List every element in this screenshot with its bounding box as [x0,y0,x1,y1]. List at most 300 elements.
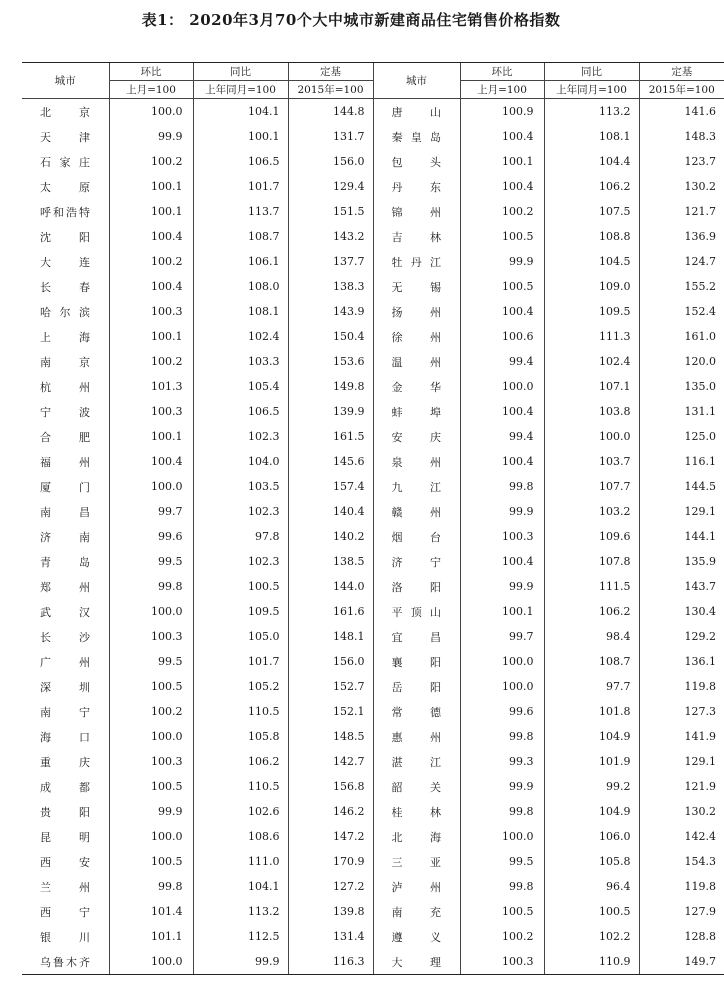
yoy-value-right: 103.2 [544,499,639,524]
base-value-right: 127.9 [639,899,724,924]
mom-value-left: 99.6 [109,524,193,549]
mom-value-left: 100.4 [109,449,193,474]
city-name-left: 天 津 [40,130,91,144]
city-name-right: 丹 东 [373,174,460,199]
base-value-right: 123.7 [639,149,724,174]
base-value-right: 152.4 [639,299,724,324]
table-row [22,824,724,849]
mom-value-right: 100.4 [460,549,544,574]
yoy-value-left: 113.7 [193,199,288,224]
header-city-left: 城市 [22,63,109,99]
subheader-mom-left: 上月=100 [109,81,193,99]
base-value-left: 157.4 [288,474,373,499]
table-row [22,774,724,799]
city-name-left: 南 宁 [40,705,91,719]
yoy-value-right: 105.8 [544,849,639,874]
base-value-left: 131.4 [288,924,373,949]
yoy-value-left: 109.5 [193,599,288,624]
yoy-value-left: 103.3 [193,349,288,374]
table-row [22,849,724,874]
base-value-right: 144.1 [639,524,724,549]
table-row [22,374,724,399]
city-name-left: 上 海 [40,330,91,344]
city-name-left: 太 原 [40,180,91,194]
base-value-right: 136.1 [639,649,724,674]
table-row [22,274,724,299]
subheader-yoy-right: 上年同月=100 [544,81,639,99]
mom-value-left: 100.5 [109,774,193,799]
base-value-left: 161.6 [288,599,373,624]
mom-value-right: 100.2 [460,199,544,224]
mom-value-right: 99.9 [460,499,544,524]
city-name-left: 济 南 [40,530,91,544]
city-name-right: 温 州 [373,349,460,374]
base-value-right: 135.9 [639,549,724,574]
city-name-left: 福 州 [40,455,91,469]
yoy-value-left: 99.9 [193,949,288,975]
yoy-value-left: 108.7 [193,224,288,249]
table-row [22,124,724,149]
table-row [22,349,724,374]
yoy-value-right: 96.4 [544,874,639,899]
mom-value-right: 99.3 [460,749,544,774]
city-name-right: 金 华 [373,374,460,399]
table-row [22,524,724,549]
mom-value-right: 99.9 [460,574,544,599]
base-value-left: 140.4 [288,499,373,524]
table-row [22,624,724,649]
mom-value-right: 99.7 [460,624,544,649]
mom-value-right: 100.1 [460,149,544,174]
yoy-value-left: 105.8 [193,724,288,749]
table-row [22,749,724,774]
city-name-right: 桂 林 [373,799,460,824]
yoy-value-left: 104.1 [193,99,288,125]
header-yoy-right: 同比 [544,63,639,81]
city-name-left: 合 肥 [40,430,91,444]
city-name-right: 大 理 [373,949,460,975]
mom-value-right: 100.2 [460,924,544,949]
mom-value-right: 100.1 [460,599,544,624]
city-name-right: 烟 台 [373,524,460,549]
subheader-base-left: 2015年=100 [288,81,373,99]
city-name-right: 蚌 埠 [373,399,460,424]
base-value-left: 139.9 [288,399,373,424]
base-value-left: 144.8 [288,99,373,125]
city-name-left: 广 州 [40,655,91,669]
yoy-value-left: 102.3 [193,549,288,574]
city-name-left: 深 圳 [40,680,91,694]
base-value-left: 156.0 [288,649,373,674]
base-value-left: 151.5 [288,199,373,224]
mom-value-right: 100.5 [460,899,544,924]
base-value-left: 140.2 [288,524,373,549]
city-name-right: 岳 阳 [373,674,460,699]
mom-value-left: 99.8 [109,874,193,899]
base-value-left: 152.1 [288,699,373,724]
base-value-right: 148.3 [639,124,724,149]
yoy-value-left: 97.8 [193,524,288,549]
base-value-right: 149.7 [639,949,724,975]
city-name-right: 包 头 [373,149,460,174]
base-value-left: 152.7 [288,674,373,699]
header-city-right: 城市 [373,63,460,99]
base-value-left: 161.5 [288,424,373,449]
yoy-value-left: 100.5 [193,574,288,599]
subheader-base-right: 2015年=100 [639,81,724,99]
yoy-value-right: 101.9 [544,749,639,774]
table-row [22,399,724,424]
mom-value-left: 101.3 [109,374,193,399]
mom-value-right: 100.4 [460,399,544,424]
yoy-value-right: 103.7 [544,449,639,474]
table-row [22,324,724,349]
base-value-left: 143.9 [288,299,373,324]
yoy-value-right: 109.5 [544,299,639,324]
yoy-value-right: 104.5 [544,249,639,274]
mom-value-left: 100.3 [109,299,193,324]
mom-value-right: 99.8 [460,724,544,749]
table-row [22,799,724,824]
base-value-right: 161.0 [639,324,724,349]
mom-value-left: 100.2 [109,699,193,724]
subheader-mom-right: 上月=100 [460,81,544,99]
mom-value-right: 99.8 [460,874,544,899]
city-name-right: 泉 州 [373,449,460,474]
base-value-right: 130.2 [639,174,724,199]
base-value-left: 156.0 [288,149,373,174]
base-value-right: 128.8 [639,924,724,949]
city-name-right: 北 海 [373,824,460,849]
mom-value-right: 100.4 [460,299,544,324]
city-name-right: 宜 昌 [373,624,460,649]
mom-value-left: 100.4 [109,274,193,299]
mom-value-left: 99.9 [109,124,193,149]
city-name-left: 南 昌 [40,505,91,519]
mom-value-right: 100.4 [460,449,544,474]
city-name-right: 徐 州 [373,324,460,349]
city-name-right: 吉 林 [373,224,460,249]
mom-value-right: 100.5 [460,274,544,299]
city-name-right: 唐 山 [373,99,460,125]
mom-value-left: 100.0 [109,724,193,749]
yoy-value-right: 106.0 [544,824,639,849]
yoy-value-right: 104.4 [544,149,639,174]
yoy-value-right: 107.5 [544,199,639,224]
table-row [22,449,724,474]
base-value-right: 155.2 [639,274,724,299]
base-value-right: 125.0 [639,424,724,449]
base-value-left: 146.2 [288,799,373,824]
city-name-left: 长 春 [40,280,91,294]
table-row [22,499,724,524]
mom-value-right: 99.4 [460,349,544,374]
mom-value-left: 100.3 [109,749,193,774]
city-name-right: 安 庆 [373,424,460,449]
yoy-value-right: 101.8 [544,699,639,724]
yoy-value-left: 106.5 [193,149,288,174]
base-value-right: 124.7 [639,249,724,274]
yoy-value-left: 104.1 [193,874,288,899]
base-value-left: 139.8 [288,899,373,924]
yoy-value-left: 105.4 [193,374,288,399]
header-mom-left: 环比 [109,63,193,81]
table-row [22,549,724,574]
base-value-left: 142.7 [288,749,373,774]
yoy-value-right: 102.4 [544,349,639,374]
mom-value-right: 99.8 [460,799,544,824]
yoy-value-left: 106.2 [193,749,288,774]
city-name-left: 昆 明 [40,830,91,844]
yoy-value-left: 110.5 [193,699,288,724]
table-row [22,724,724,749]
base-value-left: 144.0 [288,574,373,599]
mom-value-right: 99.8 [460,474,544,499]
yoy-value-left: 112.5 [193,924,288,949]
base-value-right: 130.2 [639,799,724,824]
table-row [22,924,724,949]
city-name-right: 济 宁 [373,549,460,574]
header-base-right: 定基 [639,63,724,81]
yoy-value-right: 104.9 [544,799,639,824]
yoy-value-left: 108.1 [193,299,288,324]
base-value-left: 127.2 [288,874,373,899]
yoy-value-left: 111.0 [193,849,288,874]
mom-value-left: 99.7 [109,499,193,524]
mom-value-right: 99.9 [460,774,544,799]
yoy-value-left: 108.6 [193,824,288,849]
mom-value-right: 100.4 [460,174,544,199]
mom-value-right: 100.4 [460,124,544,149]
city-name-right: 襄 阳 [373,649,460,674]
mom-value-right: 99.4 [460,424,544,449]
city-name-left: 宁 波 [40,405,91,419]
price-index-table [22,62,724,975]
mom-value-right: 100.0 [460,649,544,674]
city-name-right: 湛 江 [373,749,460,774]
city-name-left: 重 庆 [40,755,91,769]
city-name-right: 泸 州 [373,874,460,899]
base-value-right: 144.5 [639,474,724,499]
yoy-value-right: 111.3 [544,324,639,349]
base-value-right: 129.1 [639,499,724,524]
city-name-left: 海 口 [40,730,91,744]
mom-value-right: 100.9 [460,99,544,125]
base-value-right: 120.0 [639,349,724,374]
yoy-value-right: 113.2 [544,99,639,125]
table-row [22,224,724,249]
mom-value-left: 100.0 [109,99,193,125]
yoy-value-right: 97.7 [544,674,639,699]
base-value-left: 147.2 [288,824,373,849]
mom-value-left: 100.3 [109,624,193,649]
city-name-right: 平顶山 [373,599,460,624]
yoy-value-right: 108.1 [544,124,639,149]
mom-value-left: 100.1 [109,324,193,349]
city-name-right: 无 锡 [373,274,460,299]
mom-value-right: 100.0 [460,674,544,699]
yoy-value-right: 104.9 [544,724,639,749]
table-row [22,474,724,499]
table-row [22,949,724,975]
yoy-value-right: 98.4 [544,624,639,649]
yoy-value-left: 101.7 [193,649,288,674]
yoy-value-left: 105.2 [193,674,288,699]
base-value-right: 121.9 [639,774,724,799]
yoy-value-right: 108.8 [544,224,639,249]
mom-value-left: 100.1 [109,174,193,199]
yoy-value-right: 100.0 [544,424,639,449]
yoy-value-right: 111.5 [544,574,639,599]
mom-value-right: 100.3 [460,949,544,975]
yoy-value-right: 100.5 [544,899,639,924]
yoy-value-left: 108.0 [193,274,288,299]
base-value-right: 141.9 [639,724,724,749]
city-name-right: 遵 义 [373,924,460,949]
base-value-left: 145.6 [288,449,373,474]
table-header [22,63,724,99]
yoy-value-left: 102.4 [193,324,288,349]
mom-value-left: 100.4 [109,224,193,249]
table-row [22,199,724,224]
mom-value-left: 100.1 [109,199,193,224]
city-name-right: 赣 州 [373,499,460,524]
city-name-left: 郑 州 [40,580,91,594]
yoy-value-left: 101.7 [193,174,288,199]
base-value-right: 131.1 [639,399,724,424]
base-value-left: 129.4 [288,174,373,199]
city-name-left: 西 宁 [40,905,91,919]
mom-value-left: 100.3 [109,399,193,424]
header-base-left: 定基 [288,63,373,81]
city-name-left: 呼和浩特 [40,205,91,219]
mom-value-left: 99.5 [109,549,193,574]
base-value-left: 138.5 [288,549,373,574]
table-row [22,424,724,449]
yoy-value-left: 104.0 [193,449,288,474]
city-name-right: 惠 州 [373,724,460,749]
city-name-right: 九 江 [373,474,460,499]
table-row [22,99,724,125]
mom-value-left: 100.0 [109,474,193,499]
mom-value-left: 100.0 [109,949,193,975]
mom-value-left: 100.2 [109,149,193,174]
base-value-left: 148.1 [288,624,373,649]
city-name-left: 西 安 [40,855,91,869]
mom-value-left: 100.1 [109,424,193,449]
subheader-yoy-left: 上年同月=100 [193,81,288,99]
city-name-right: 洛 阳 [373,574,460,599]
header-yoy-left: 同比 [193,63,288,81]
base-value-left: 131.7 [288,124,373,149]
mom-value-left: 99.8 [109,574,193,599]
mom-value-left: 100.5 [109,849,193,874]
city-name-left: 石家庄 [40,155,91,169]
mom-value-left: 99.9 [109,799,193,824]
base-value-left: 148.5 [288,724,373,749]
city-name-left: 哈尔滨 [40,305,91,319]
city-name-right: 牡丹江 [373,249,460,274]
city-name-left: 武 汉 [40,605,91,619]
city-name-left: 南 京 [40,355,91,369]
header-mom-right: 环比 [460,63,544,81]
base-value-right: 136.9 [639,224,724,249]
yoy-value-left: 113.2 [193,899,288,924]
table-row [22,874,724,899]
mom-value-right: 99.6 [460,699,544,724]
base-value-right: 154.3 [639,849,724,874]
base-value-left: 138.3 [288,274,373,299]
base-value-left: 137.7 [288,249,373,274]
city-name-left: 长 沙 [40,630,91,644]
yoy-value-right: 108.7 [544,649,639,674]
table-row [22,574,724,599]
city-name-left: 青 岛 [40,555,91,569]
table-row [22,649,724,674]
city-name-left: 杭 州 [40,380,91,394]
yoy-value-left: 103.5 [193,474,288,499]
city-name-right: 南 充 [373,899,460,924]
city-name-left: 北 京 [40,105,91,119]
yoy-value-left: 106.1 [193,249,288,274]
yoy-value-left: 102.3 [193,424,288,449]
mom-value-left: 100.2 [109,349,193,374]
base-value-left: 150.4 [288,324,373,349]
yoy-value-right: 109.6 [544,524,639,549]
base-value-left: 153.6 [288,349,373,374]
city-name-right: 韶 关 [373,774,460,799]
mom-value-left: 101.1 [109,924,193,949]
base-value-left: 170.9 [288,849,373,874]
yoy-value-left: 110.5 [193,774,288,799]
yoy-value-right: 110.9 [544,949,639,975]
yoy-value-right: 102.2 [544,924,639,949]
base-value-right: 116.1 [639,449,724,474]
mom-value-right: 99.5 [460,849,544,874]
yoy-value-right: 103.8 [544,399,639,424]
table-row [22,149,724,174]
yoy-value-right: 107.8 [544,549,639,574]
mom-value-right: 100.0 [460,824,544,849]
base-value-right: 129.1 [639,749,724,774]
city-name-left: 银 川 [40,930,91,944]
mom-value-left: 100.0 [109,599,193,624]
base-value-right: 127.3 [639,699,724,724]
table-row [22,174,724,199]
city-name-left: 贵 阳 [40,805,91,819]
page-title: 表1： 2020年3月70个大中城市新建商品住宅销售价格指数 [141,11,561,29]
city-name-right: 秦皇岛 [373,124,460,149]
mom-value-left: 99.5 [109,649,193,674]
mom-value-right: 100.0 [460,374,544,399]
city-name-left: 乌鲁木齐 [22,949,109,975]
yoy-value-left: 100.1 [193,124,288,149]
city-name-left: 大 连 [40,255,91,269]
city-name-right: 常 德 [373,699,460,724]
mom-value-left: 100.5 [109,674,193,699]
yoy-value-right: 106.2 [544,174,639,199]
city-name-left: 成 都 [40,780,91,794]
yoy-value-right: 99.2 [544,774,639,799]
yoy-value-right: 107.1 [544,374,639,399]
yoy-value-left: 105.0 [193,624,288,649]
base-value-right: 119.8 [639,874,724,899]
table-body [22,99,724,975]
city-name-right: 锦 州 [373,199,460,224]
table-row [22,249,724,274]
city-name-right: 三 亚 [373,849,460,874]
yoy-value-right: 109.0 [544,274,639,299]
